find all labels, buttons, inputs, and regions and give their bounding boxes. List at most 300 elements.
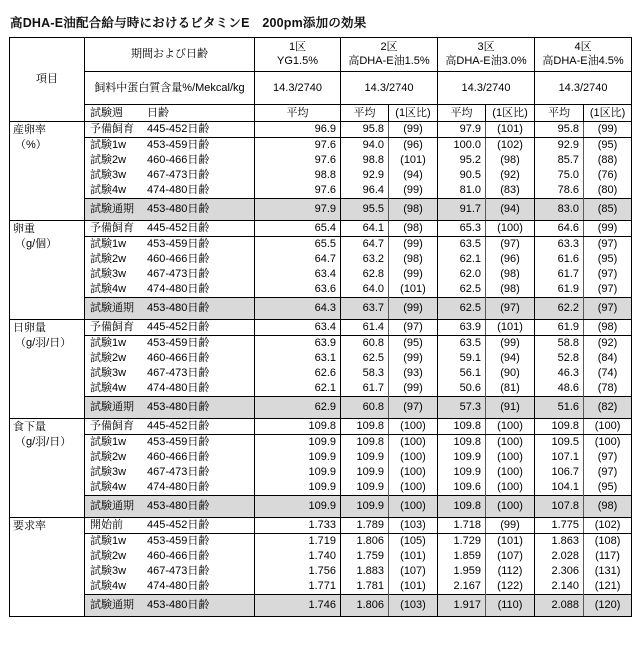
- avg-cell: 65.3: [438, 221, 486, 237]
- table-row: [10, 564, 632, 579]
- avg-cell: 109.9: [438, 465, 486, 480]
- age-label: 445-452日齢: [147, 321, 210, 334]
- ratio-cell: (103): [389, 518, 438, 534]
- avg-cell: 63.9: [255, 336, 341, 352]
- ratio-cell: (98): [389, 221, 438, 237]
- avg-cell: 92.9: [535, 138, 584, 154]
- ratio-cell: (102): [486, 138, 535, 154]
- avg-cell: 85.7: [535, 153, 584, 168]
- week-age-cell: [85, 282, 255, 298]
- age-label: 467-473日齢: [147, 169, 210, 182]
- ratio-cell: (97): [584, 450, 632, 465]
- ratio-cell: (97): [584, 298, 632, 320]
- avg-cell: 109.8: [438, 496, 486, 518]
- ratio-cell: (110): [486, 595, 535, 617]
- avg-cell: 63.7: [341, 298, 389, 320]
- ratio-cell: (97): [486, 298, 535, 320]
- ratio-cell: (98): [486, 282, 535, 298]
- ratio-cell: (95): [584, 480, 632, 496]
- avg-cell: 98.8: [341, 153, 389, 168]
- ratio-cell: (102): [584, 518, 632, 534]
- avg-cell: 109.9: [341, 480, 389, 496]
- group-name: 3区: [477, 41, 495, 54]
- avg-cell: 62.1: [255, 381, 341, 397]
- ratio-cell: (78): [584, 381, 632, 397]
- avg-cell: 57.3: [438, 397, 486, 419]
- ratio-cell: (121): [584, 579, 632, 595]
- avg-cell: 64.1: [341, 221, 389, 237]
- ratio-cell: (90): [486, 366, 535, 381]
- avg-cell: 1.959: [438, 564, 486, 579]
- week-label: 予備飼育: [90, 222, 134, 235]
- avg-cell: 2.028: [535, 549, 584, 564]
- item-cell: [10, 122, 85, 221]
- item-label: 卵重: [13, 223, 35, 235]
- group-diet: YG1.5%: [277, 55, 318, 67]
- week-age-cell: [85, 465, 255, 480]
- table-row: [10, 549, 632, 564]
- ratio-cell: (92): [584, 336, 632, 352]
- avg-cell: 1.789: [341, 518, 389, 534]
- age-label: 467-473日齢: [147, 367, 210, 380]
- item-unit: （g/個）: [15, 237, 58, 250]
- week-age-cell: [85, 496, 255, 518]
- ratio-cell: (100): [486, 496, 535, 518]
- avg-cell: 62.9: [255, 397, 341, 419]
- age-label: 453-459日齢: [147, 436, 210, 449]
- group-header: [341, 38, 438, 72]
- group-header: [255, 38, 341, 72]
- age-label: 474-480日齢: [147, 580, 210, 593]
- avg-cell: 62.2: [535, 298, 584, 320]
- table-row: [10, 252, 632, 267]
- age-label: 474-480日齢: [147, 481, 210, 494]
- ratio-cell: (99): [389, 381, 438, 397]
- avg-cell: 109.9: [341, 450, 389, 465]
- week-age-cell: [85, 366, 255, 381]
- age-label: 453-480日齢: [147, 203, 210, 216]
- age-label: 453-459日齢: [147, 238, 210, 251]
- avg-cell: 95.8: [341, 122, 389, 138]
- avg-cell: 1.771: [255, 579, 341, 595]
- avg-cell: 1.917: [438, 595, 486, 617]
- week-label: 試験1w: [90, 535, 127, 548]
- avg-cell: 95.5: [341, 199, 389, 221]
- age-label: 467-473日齢: [147, 565, 210, 578]
- age-label: 467-473日齢: [147, 466, 210, 479]
- avg-cell: 109.5: [535, 435, 584, 451]
- avg-cell: 106.7: [535, 465, 584, 480]
- avg-cell: 109.8: [438, 435, 486, 451]
- avg-cell: 1.775: [535, 518, 584, 534]
- ratio-cell: (100): [389, 435, 438, 451]
- table-row: [10, 199, 632, 221]
- week-label: 試験3w: [90, 367, 127, 380]
- avg-cell: 1.806: [341, 595, 389, 617]
- avg-cell: 75.0: [535, 168, 584, 183]
- ratio-cell: (98): [389, 199, 438, 221]
- avg-cell: 109.9: [255, 435, 341, 451]
- ratio-cell: (98): [389, 252, 438, 267]
- ratio-cell: (88): [584, 153, 632, 168]
- ratio-cell: (97): [584, 267, 632, 282]
- ratio-cell: (95): [389, 336, 438, 352]
- table-row: [10, 435, 632, 451]
- avg-cell: 1.781: [341, 579, 389, 595]
- avg-cell: 97.9: [438, 122, 486, 138]
- ratio-cell: (97): [584, 237, 632, 253]
- ratio-cell: (100): [584, 419, 632, 435]
- week-label: 試験1w: [90, 436, 127, 449]
- avg-cell: 61.7: [341, 381, 389, 397]
- ratio-cell: (97): [584, 465, 632, 480]
- ratio-cell: (131): [584, 564, 632, 579]
- ratio-cell: (83): [486, 183, 535, 199]
- avg-cell: 91.7: [438, 199, 486, 221]
- avg-cell: 62.8: [341, 267, 389, 282]
- ratio-cell: (100): [389, 465, 438, 480]
- avg-cell: 1.859: [438, 549, 486, 564]
- week-age-cell: [85, 153, 255, 168]
- age-label: 453-459日齢: [147, 535, 210, 548]
- avg-cell: 62.5: [341, 351, 389, 366]
- ratio-cell: (98): [584, 496, 632, 518]
- table-row: [10, 183, 632, 199]
- item-label: 産卵率: [13, 124, 46, 136]
- item-column-header: 項目: [10, 38, 85, 122]
- week-age-cell: [85, 252, 255, 267]
- ratio-cell: (97): [389, 320, 438, 336]
- avg-cell: 97.6: [255, 183, 341, 199]
- table-row: [10, 465, 632, 480]
- ratio-cell: (99): [389, 351, 438, 366]
- ratio-cell: (98): [486, 267, 535, 282]
- week-label: 試験4w: [90, 481, 127, 494]
- table-row: [10, 480, 632, 496]
- avg-cell: 62.5: [438, 282, 486, 298]
- ratio-cell: (101): [486, 122, 535, 138]
- table-row: [10, 122, 632, 138]
- header-row-feed: [10, 72, 632, 105]
- week-age-cell: [85, 480, 255, 496]
- avg-cell: 1.718: [438, 518, 486, 534]
- ratio-cell: (84): [584, 351, 632, 366]
- avg-cell: 48.6: [535, 381, 584, 397]
- group-diet: 高DHA-E油3.0%: [445, 55, 527, 67]
- avg-cell: 62.6: [255, 366, 341, 381]
- week-label: 試験1w: [90, 139, 127, 152]
- avg-cell: 98.8: [255, 168, 341, 183]
- table-row: [10, 366, 632, 381]
- avg-cell: 1.863: [535, 534, 584, 550]
- age-label: 460-466日齢: [147, 253, 210, 266]
- ratio-cell: (100): [486, 435, 535, 451]
- page: [0, 13, 640, 653]
- ratio-cell: (103): [389, 595, 438, 617]
- table-row: [10, 419, 632, 435]
- ratio-cell: (76): [584, 168, 632, 183]
- ratio-cell: (101): [389, 282, 438, 298]
- group-diet: 高DHA-E油4.5%: [542, 55, 624, 67]
- week-age-cell: [85, 298, 255, 320]
- item-unit: （g/羽/日）: [15, 336, 72, 349]
- avg-cell: 60.8: [341, 336, 389, 352]
- item-unit: （%）: [15, 138, 47, 151]
- week-age-cell: [85, 579, 255, 595]
- avg-cell: 60.8: [341, 397, 389, 419]
- week-label: 予備飼育: [90, 420, 134, 433]
- week-age-cell: [85, 595, 255, 617]
- ratio-header: (1区比): [486, 105, 535, 122]
- ratio-cell: (101): [389, 549, 438, 564]
- week-label: 予備飼育: [90, 123, 134, 136]
- group-name: 2区: [380, 41, 398, 54]
- week-label: 試験1w: [90, 238, 127, 251]
- ratio-cell: (99): [389, 237, 438, 253]
- week-age-cell: [85, 351, 255, 366]
- age-label: 445-452日齢: [147, 519, 210, 532]
- week-label: 開始前: [90, 519, 123, 532]
- week-age-cell: [85, 518, 255, 534]
- avg-cell: 58.3: [341, 366, 389, 381]
- feed-label: 飼料中蛋白質含量%/Mekcal/kg: [85, 72, 255, 105]
- feed-value: 14.3/2740: [535, 72, 632, 105]
- ratio-cell: (98): [486, 153, 535, 168]
- data-table: [9, 37, 632, 617]
- avg-header: 平均: [535, 105, 584, 122]
- avg-cell: 83.0: [535, 199, 584, 221]
- week-label: 試験2w: [90, 451, 127, 464]
- week-age-cell: [85, 138, 255, 154]
- ratio-cell: (100): [486, 221, 535, 237]
- avg-cell: 109.9: [438, 450, 486, 465]
- age-label: 474-480日齢: [147, 283, 210, 296]
- table-row: [10, 282, 632, 298]
- avg-cell: 63.5: [438, 336, 486, 352]
- week-age-cell: [85, 237, 255, 253]
- week-label: 試験2w: [90, 352, 127, 365]
- week-label: 試験4w: [90, 382, 127, 395]
- avg-cell: 109.8: [341, 435, 389, 451]
- avg-cell: 109.8: [341, 419, 389, 435]
- table-row: [10, 595, 632, 617]
- avg-header: 平均: [341, 105, 389, 122]
- table-row: [10, 336, 632, 352]
- avg-cell: 1.759: [341, 549, 389, 564]
- group-diet: 高DHA-E油1.5%: [348, 55, 430, 67]
- feed-value: 14.3/2740: [341, 72, 438, 105]
- page-title: 高DHA-E油配合給与時におけるビタミンE 200pm添加の効果: [10, 16, 367, 30]
- ratio-cell: (99): [486, 518, 535, 534]
- avg-cell: 50.6: [438, 381, 486, 397]
- avg-cell: 109.9: [341, 465, 389, 480]
- ratio-cell: (96): [486, 252, 535, 267]
- avg-cell: 90.5: [438, 168, 486, 183]
- avg-cell: 64.3: [255, 298, 341, 320]
- ratio-cell: (99): [389, 122, 438, 138]
- week-age-cell: [85, 564, 255, 579]
- age-label: 453-459日齢: [147, 139, 210, 152]
- table-header: [10, 38, 632, 122]
- ratio-cell: (108): [584, 534, 632, 550]
- ratio-cell: (120): [584, 595, 632, 617]
- ratio-cell: (99): [389, 298, 438, 320]
- ratio-cell: (94): [486, 199, 535, 221]
- avg-cell: 58.8: [535, 336, 584, 352]
- week-label: 試験2w: [90, 253, 127, 266]
- ratio-cell: (101): [389, 153, 438, 168]
- table-row: [10, 518, 632, 534]
- item-label: 日卵量: [13, 322, 46, 334]
- item-label: 要求率: [13, 520, 46, 532]
- week-age-cell: [85, 336, 255, 352]
- feed-value: 14.3/2740: [255, 72, 341, 105]
- ratio-cell: (95): [584, 138, 632, 154]
- week-age-cell: [85, 168, 255, 183]
- table-row: [10, 267, 632, 282]
- week-age-cell: [85, 122, 255, 138]
- ratio-cell: (101): [486, 320, 535, 336]
- ratio-cell: (99): [486, 336, 535, 352]
- avg-cell: 64.0: [341, 282, 389, 298]
- ratio-cell: (105): [389, 534, 438, 550]
- table-row: [10, 298, 632, 320]
- week-label: 試験3w: [90, 268, 127, 281]
- avg-cell: 109.8: [438, 419, 486, 435]
- week-age-header: [85, 105, 255, 122]
- avg-cell: 97.6: [255, 138, 341, 154]
- avg-cell: 65.4: [255, 221, 341, 237]
- ratio-cell: (101): [389, 579, 438, 595]
- avg-cell: 56.1: [438, 366, 486, 381]
- week-age-cell: [85, 534, 255, 550]
- age-label: 445-452日齢: [147, 222, 210, 235]
- avg-cell: 63.5: [438, 237, 486, 253]
- table-row: [10, 496, 632, 518]
- avg-cell: 1.756: [255, 564, 341, 579]
- avg-cell: 63.9: [438, 320, 486, 336]
- avg-cell: 109.9: [255, 480, 341, 496]
- ratio-cell: (97): [486, 237, 535, 253]
- age-label: 445-452日齢: [147, 420, 210, 433]
- week-label: 試験通期: [90, 599, 134, 612]
- table-row: [10, 579, 632, 595]
- week-age-cell: [85, 549, 255, 564]
- week-label: 試験3w: [90, 169, 127, 182]
- avg-cell: 1.740: [255, 549, 341, 564]
- table-row: [10, 221, 632, 237]
- period-header: 期間および日齢: [85, 38, 255, 72]
- header-row-groups: [10, 38, 632, 72]
- ratio-cell: (107): [486, 549, 535, 564]
- ratio-cell: (100): [486, 465, 535, 480]
- item-cell: [10, 518, 85, 617]
- age-label: 460-466日齢: [147, 154, 210, 167]
- age-label: 460-466日齢: [147, 352, 210, 365]
- ratio-cell: (100): [486, 419, 535, 435]
- avg-cell: 96.9: [255, 122, 341, 138]
- ratio-cell: (100): [389, 419, 438, 435]
- avg-cell: 97.6: [255, 153, 341, 168]
- age-label: 467-473日齢: [147, 268, 210, 281]
- avg-cell: 63.3: [535, 237, 584, 253]
- week-age-cell: [85, 199, 255, 221]
- table-row: [10, 168, 632, 183]
- avg-cell: 97.9: [255, 199, 341, 221]
- avg-header: 平均: [438, 105, 486, 122]
- avg-cell: 109.9: [255, 496, 341, 518]
- avg-cell: 78.6: [535, 183, 584, 199]
- item-cell: [10, 320, 85, 419]
- ratio-cell: (97): [389, 397, 438, 419]
- avg-cell: 94.0: [341, 138, 389, 154]
- avg-cell: 109.8: [255, 419, 341, 435]
- week-label: 試験2w: [90, 154, 127, 167]
- avg-cell: 61.9: [535, 320, 584, 336]
- avg-cell: 2.306: [535, 564, 584, 579]
- age-label: 453-480日齢: [147, 500, 210, 513]
- avg-cell: 109.6: [438, 480, 486, 496]
- avg-cell: 63.4: [255, 267, 341, 282]
- item-cell: [10, 419, 85, 518]
- week-age-cell: [85, 419, 255, 435]
- ratio-cell: (100): [389, 480, 438, 496]
- age-label: 453-480日齢: [147, 401, 210, 414]
- age-label: 453-480日齢: [147, 599, 210, 612]
- table-row: [10, 138, 632, 154]
- avg-cell: 62.0: [438, 267, 486, 282]
- avg-cell: 107.1: [535, 450, 584, 465]
- avg-cell: 63.2: [341, 252, 389, 267]
- ratio-cell: (80): [584, 183, 632, 199]
- ratio-cell: (99): [584, 122, 632, 138]
- group-name: 1区: [288, 41, 307, 54]
- week-age-cell: [85, 183, 255, 199]
- week-label: 試験4w: [90, 184, 127, 197]
- week-label: 試験3w: [90, 565, 127, 578]
- ratio-cell: (122): [486, 579, 535, 595]
- table-row: [10, 381, 632, 397]
- ratio-cell: (117): [584, 549, 632, 564]
- avg-cell: 64.7: [341, 237, 389, 253]
- week-label: 試験3w: [90, 466, 127, 479]
- avg-header: 平均: [255, 105, 341, 122]
- avg-cell: 81.0: [438, 183, 486, 199]
- item-unit: （g/羽/日）: [15, 435, 72, 448]
- age-header-label: 日齢: [147, 106, 169, 119]
- week-age-cell: [85, 221, 255, 237]
- week-label: 試験1w: [90, 337, 127, 350]
- ratio-cell: (100): [584, 435, 632, 451]
- avg-cell: 109.9: [255, 450, 341, 465]
- ratio-cell: (95): [584, 252, 632, 267]
- week-age-cell: [85, 450, 255, 465]
- avg-cell: 63.6: [255, 282, 341, 298]
- group-name: 4区: [574, 41, 592, 54]
- week-label: 予備飼育: [90, 321, 134, 334]
- ratio-cell: (93): [389, 366, 438, 381]
- ratio-cell: (81): [486, 381, 535, 397]
- avg-cell: 92.9: [341, 168, 389, 183]
- age-label: 453-459日齢: [147, 337, 210, 350]
- ratio-cell: (100): [486, 480, 535, 496]
- week-age-cell: [85, 397, 255, 419]
- feed-value: 14.3/2740: [438, 72, 535, 105]
- item-cell: [10, 221, 85, 320]
- header-row-measures: [10, 105, 632, 122]
- ratio-cell: (91): [486, 397, 535, 419]
- avg-cell: 61.9: [535, 282, 584, 298]
